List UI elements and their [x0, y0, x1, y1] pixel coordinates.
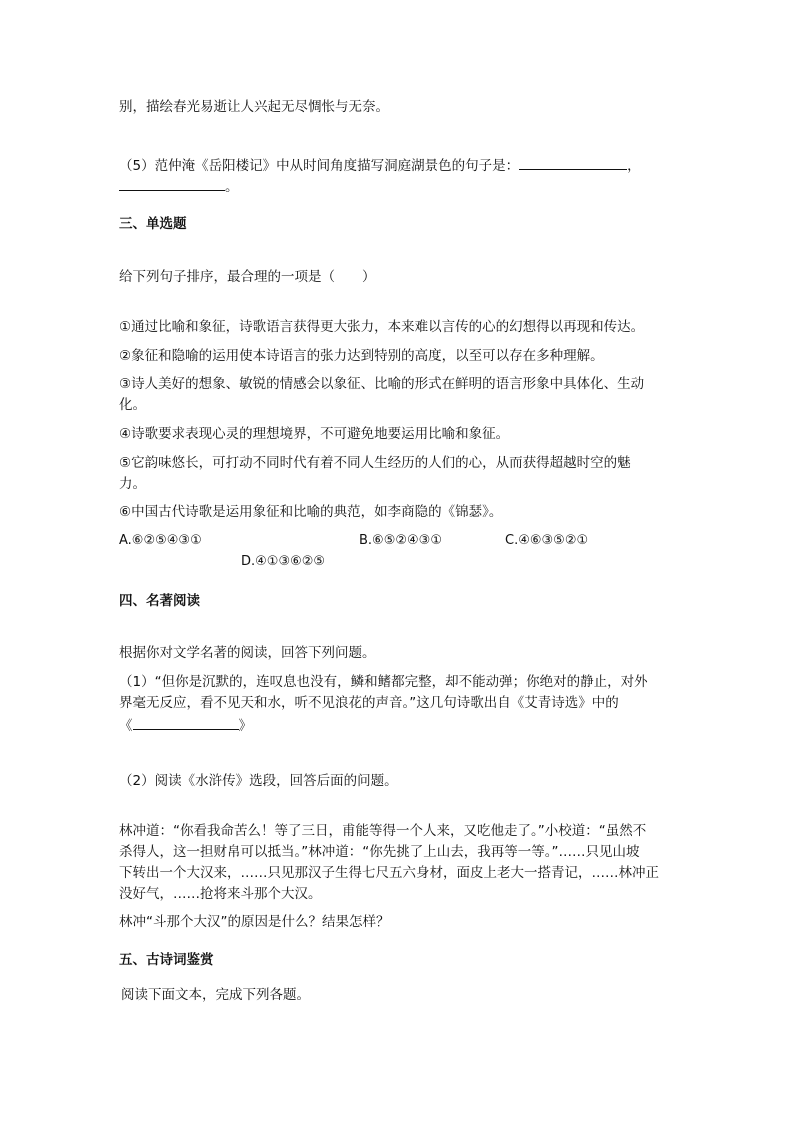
book-title-open: 《	[119, 718, 133, 734]
sentence-3: ③诗人美好的想象、敏锐的情感会以象征、比喻的形式在鲜明的语言形象中具体化、生动	[119, 376, 645, 392]
passage-line-4: 没好气，……抢将来斗那个大汉。	[119, 886, 322, 902]
question-5-line-1	[119, 155, 641, 176]
question-5-end: 。	[225, 179, 239, 195]
passage-line-3: 下转出一个大汉来，……只见那汉子生得七尺五六身材，面皮上老大一搭青记，……林冲正	[119, 865, 659, 881]
sentence-4: ④诗歌要求表现心灵的理想境界，不可避免地要运用比喻和象征。	[119, 426, 510, 442]
question-5-label: （5）范仲淹《岳阳楼记》中从时间角度描写洞庭湖景色的句子是：	[119, 158, 520, 174]
sentence-5: ⑤它韵味悠长，可打动不同时代有着不同人生经历的人们的心，从而获得超越时空的魅	[119, 455, 631, 471]
section-4-title: 四、名著阅读	[119, 593, 200, 609]
option-d[interactable]: D.④①③⑥②⑤	[241, 554, 326, 569]
section-3-question: 给下列句子排序，最合理的一项是（ ）	[119, 269, 376, 285]
passage-line-2: 杀得人，这一担财帛可以抵当。”林冲道：“你先挑了上山去，我再等一等。”……只见山坡	[119, 844, 640, 860]
book-title-close: 》	[238, 718, 252, 734]
option-b[interactable]: B.⑥⑤②④③①	[359, 533, 442, 548]
sentence-1: ①通过比喻和象征，诗歌语言获得更大张力，本来难以言传的心的幻想得以再现和传达。	[119, 319, 645, 335]
option-a[interactable]: A.⑥②⑤④③①	[119, 533, 202, 548]
sentence-6: ⑥中国古代诗歌是运用象征和比喻的典范，如李商隐的《锦瑟》。	[119, 504, 503, 520]
section-4-intro: 根据你对文学名著的阅读，回答下列问题。	[119, 645, 376, 661]
section-5-title: 五、古诗词鉴赏	[119, 952, 214, 968]
section-4-q2-question: 林冲“斗那个大汉”的原因是什么？结果怎样？	[119, 914, 390, 930]
section-5-intro: 阅读下面文本，完成下列各题。	[121, 987, 310, 1003]
section-4-q1-line-1: （1）“但你是沉默的，连叹息也没有，鳞和鳍都完整，却不能动弹；你绝对的静止，对外	[119, 674, 648, 690]
section-4-q2: （2）阅读《水浒传》选段，回答后面的问题。	[119, 773, 398, 789]
answer-blank-2[interactable]	[119, 176, 225, 191]
sentence-3-continuation: 化。	[119, 397, 146, 413]
question-5-line-2	[119, 176, 239, 197]
passage-line-1: 林冲道：“你看我命苦么！等了三日，甫能等得一个人来，又吃他走了。”小校道：“虽然不	[119, 823, 647, 839]
paragraph-continuation: 别，描绘春光易逝让人兴起无尽惆怅与无奈。	[119, 99, 389, 115]
answer-blank-3[interactable]	[133, 715, 239, 730]
question-5-separator: ，	[627, 158, 641, 174]
section-4-q1-line-3	[119, 715, 252, 736]
section-3-title: 三、单选题	[119, 216, 187, 232]
section-4-q1-line-2: 界毫无反应，看不见天和水，听不见浪花的声音。”这几句诗歌出自《艾青诗选》中的	[119, 695, 619, 711]
option-c[interactable]: C.④⑥③⑤②①	[505, 533, 589, 548]
sentence-5-continuation: 力。	[119, 476, 146, 492]
sentence-2: ②象征和隐喻的运用使本诗语言的张力达到特别的高度，以至可以存在多种理解。	[119, 348, 604, 364]
answer-blank-1[interactable]	[519, 155, 627, 170]
